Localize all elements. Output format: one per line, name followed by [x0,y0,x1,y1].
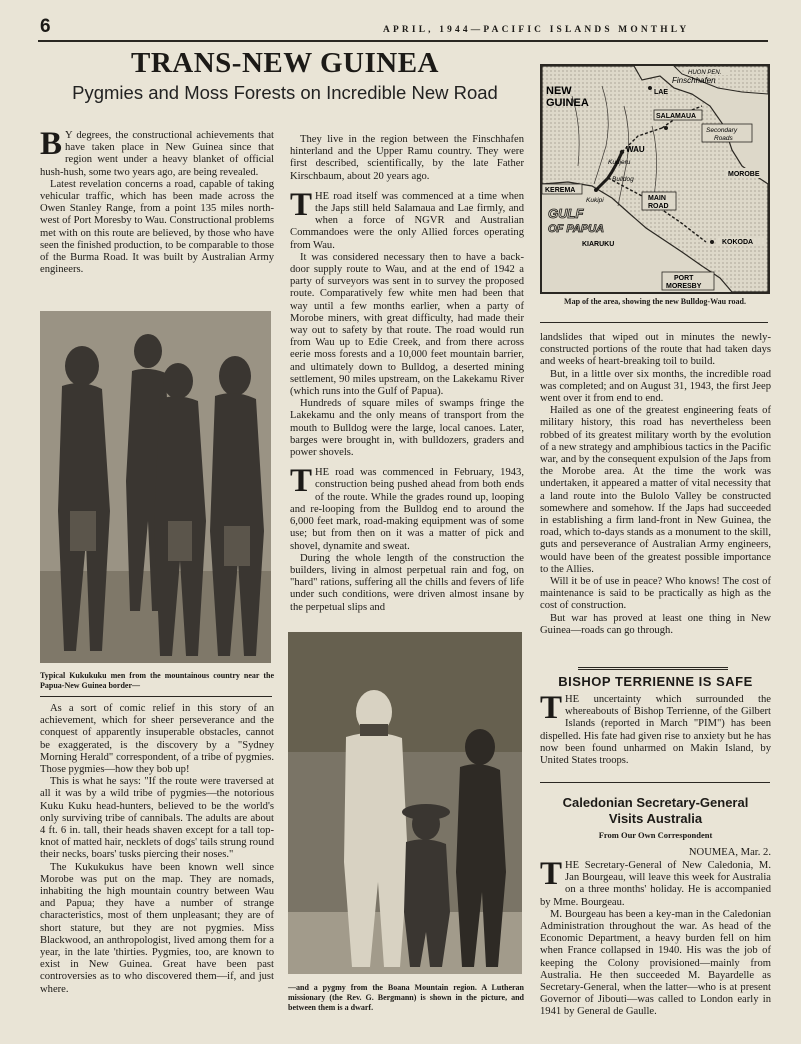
bishop-article [540,690,771,767]
col2 [290,134,524,614]
map-label-huon: HUON PEN. [688,70,722,76]
caledonian-dateline: NOUMEA, Mar. 2. [688,847,771,858]
kukukuku-men-figures [40,311,271,663]
photo2-caption: —and a pygmy from the Boana Mountain region. A Lutheran missionary (the Rev. G. Bergmann) is shown in the picture, and between them is a dwarf. [288,983,524,1012]
col2-para-1: They live in the region between the Finschhafen hinterland and the Upper Ramu country. They were first described, scientifically, by the late Father Kirschbaum, about 20 years ago. [290,134,524,182]
caledonian-headline-1: Caledonian Secretary-General [562,795,749,810]
map-label-gulf: GULF [548,206,584,221]
bishop-headline: BISHOP TERRIENNE IS SAFE [558,674,753,689]
col2-para-5: THE road was commenced in February, 1943, construction being pushed ahead from both ends of the route. While the grades round up, looping and re-looping from the Bulldog end to around the 6,000 feet mark, road-making equipment was of some use; but from then on it was a matter of pick and shovel, dynamite and sweat. [290,463,524,552]
bishop-top-rule [578,667,728,670]
map-frame [540,64,770,294]
map-label-port: PORT [674,275,694,282]
map-label-moresby: MORESBY [666,283,702,290]
col2-para-3: It was considered necessary then to have a back-door supply route to Wau, and at the end of 1942 a party of surveyors was sent in to survey the proposed route. Comparatively few white men had been that way until a few months earlier, when a party of Morobe miners, with great difficulty, had made their way out to safety by that route. The road would run from Wau up to Edie Creek, and from there across eerie moss forests and a 10,000 feet mountain barrier, and ultimately down to Bulldog, a deserted mining settlement, 90 miles upstream, on the Lakekamu River (which runs into the Gulf of Papua). [290,251,524,398]
map-label-kukipi: Kukipi [586,197,604,204]
article-subtitle: Pygmies and Moss Forests on Incredible New Road [72,82,498,103]
map-label-main: MAIN [648,195,666,202]
bulldog-wau-map [542,66,768,292]
bishop-para: THE uncertainty which surrounded the whereabouts of Bishop Terrienne, of the Gilbert Islands (reported in March "PIM") has been dispelled. His fate had given rise to anxiety but he has now been found unharmed on Makin Island, by United States troops. [540,690,771,767]
drop-cap: T [540,690,563,726]
caledonian-article [540,856,771,1019]
col3 [540,332,771,637]
col3-para-3: Hailed as one of the greatest engineering feats of military history, this road has nevertheless been robbed of its greatest military worth by the evolution of a new strategy and amphibious tactics in the Pacific war, and by the consequent expulsion of the Japs from the Morobe area. At the time the work was undertaken, it appeared a matter of vital necessity that a land route into the Bulolo Valley be constructed somewhere and somehow. If the Japs had succeeded in establishing a firm land-front in New Guinea, the road, which to-days stands as a monument to the skill, guts and perseverance of Australian Army engineers, would have been of the greatest possible importance to the Allies. [540,405,771,575]
caledonian-para-2: M. Bourgeau has been a key-man in the Caledonian Administration throughout the war. As head of the Economic Department, a heavy burden fell on him when France collapsed in 1940. His was the job of keeping the Colony provisioned—mainly from Australia. He then succeeded M. Bayardelle as Secretary-General, when the latter—who is at present Governor of Jibouti—was called to London early in 1941 by General de Gaulle. [540,908,771,1018]
map-label-kerema: KEREMA [545,187,576,194]
col3-para-2: But, in a little over six months, the incredible road was completed; and on August 31, 1943, the first Jeep went over it from end to end. [540,368,771,405]
map-label-road: ROAD [648,203,669,210]
col2-para-6: During the whole length of the construction the builders, living in almost perpetual rain and fog, on "hard" rations, suffering all the chills and fevers of life under such conditions, were driven almost insane by the perpetual slips and [290,552,524,613]
col1-top [40,126,274,276]
map-rule [540,322,768,323]
map-label-wau: WAU [626,145,645,154]
pygmy-missionary-figures [288,632,522,974]
drop-cap: T [290,463,313,500]
photo1-rule [40,696,272,697]
map-label-morobe: MOROBE [728,171,760,178]
col1-lower [40,703,274,996]
map-label-roads: Roads [714,135,733,142]
col3-para-5: But war has proved at least one thing in New Guinea—roads can go through. [540,612,771,636]
col3-para-4: Will it be of use in peace? Who knows! The cost of maintenance is said to be practically as high as the cost of construction. [540,576,771,612]
article-title: TRANS-NEW GUINEA [131,47,439,79]
col1-para-1: B Y degrees, the constructional achievements that have taken place in New Guinea since that region went under a heavy blanket of official hush-hush, some two years ago, are being revealed. [40,126,274,178]
bishop-bottom-rule [540,782,770,783]
map-label-bulldog: Bulldog [612,176,634,183]
page-number: 6 [40,16,51,37]
map-label-finschhafen: Finschhafen [672,76,716,85]
map-label-new: NEW [546,85,572,97]
kukukuku-photo [40,311,271,663]
pygmy-photo [288,632,522,974]
col1-lower-para-2: This is what he says: "If the route were traversed at all it was by a wild tribe of pygmies—the notorious Kuku Kuku head-hunters, believed to be the world's only surviving tribe of cannibals. The adults are about 4 ft. 6 in. tall, their heads shaven except for a tall top-knot of matted hair, necklets of dogs' tails strung round their necks, boars' tusks piercing their noses." [40,776,274,861]
map-label-kiaruku: KIARUKU [582,241,615,248]
col3-para-1: landslides that wiped out in minutes the newly-constructed portions of the route that had taken days and weeks of heart-breaking toil to build. [540,332,771,368]
drop-cap: B [40,126,63,162]
map-label-kudjeru: Kudjeru [608,159,631,166]
col1-lower-para-1: As a sort of comic relief in this story of an achievement, which for sheer perseverance and the conquest of apparently insuperable obstacles, cannot be exaggerated, is the discovery by a "Sydney Morning Herald" correspondent, of a tribe of pygmies. Those pygmies—how they bob up! [40,703,274,776]
map-label-kokoda: KOKODA [722,239,754,246]
drop-cap: T [290,186,313,223]
col2-para-4: Hundreds of square miles of swamps fringe the Lakekamu and the only means of transport from the mouth to Bulldog were the large, local canoes. Later, barges were brought in, with bulldozers, graders and power shovels. [290,398,524,459]
running-title: APRIL, 1944—PACIFIC ISLANDS MONTHLY [383,25,690,35]
col1-para-2: Latest revelation concerns a road, capable of taking vehicular traffic, which has been made across the Owen Stanley Range, from a point 135 miles north-west of Port Moresby to Wau. Constructional problems met with on this route are believed, by those who have seen the finished production, to be comparable to those of the Burma Road. It was built by Australian Army engineers. [40,178,274,276]
map-label-of-papua: OF PAPUA [548,223,605,235]
header-rule [38,40,768,42]
map-label-salamaua: SALAMAUA [656,113,697,120]
map-caption: Map of the area, showing the new Bulldog-Wau road. [564,297,746,306]
caledonian-para-1: THE Secretary-General of New Caledonia, M. Jan Bourgeau, will leave this week for Australia on a three months' holiday. He is accompanied by Mme. Bourgeau. [540,856,771,908]
col1-lower-para-3: The Kukukukus have been known well since Morobe was put on the map. They are nomads, inhabiting the high mountain country between Wau and Papua; they have a number of strange characteristics, most of them unpleasant; they are of short stature, but they are not pygmies. Miss Blackwood, an anthropologist, lived among them for a year, in the late 'thirties. Pygmies, too, are known to exist in New Guinea. Great have been past controversies as to who discovered them—if, and just where. [40,861,274,995]
map-label-guinea: GUINEA [546,97,589,109]
col2-para-2: THE road itself was commenced at a time when the Japs still held Salamaua and Lae firmly, and when a force of NGVR and Australian Commandoes were the only Allied forces operating from Wau. [290,186,524,251]
caledonian-headline-2: Visits Australia [608,811,703,826]
photo1-caption: Typical Kukukuku men from the mountainous country near the Papua-New Guinea border— [40,671,274,690]
drop-cap: T [540,856,563,892]
map-label-secondary: Secondary [706,127,738,134]
map-label-lae: LAE [654,89,668,96]
caledonian-byline: From Our Own Correspondent [598,830,713,840]
